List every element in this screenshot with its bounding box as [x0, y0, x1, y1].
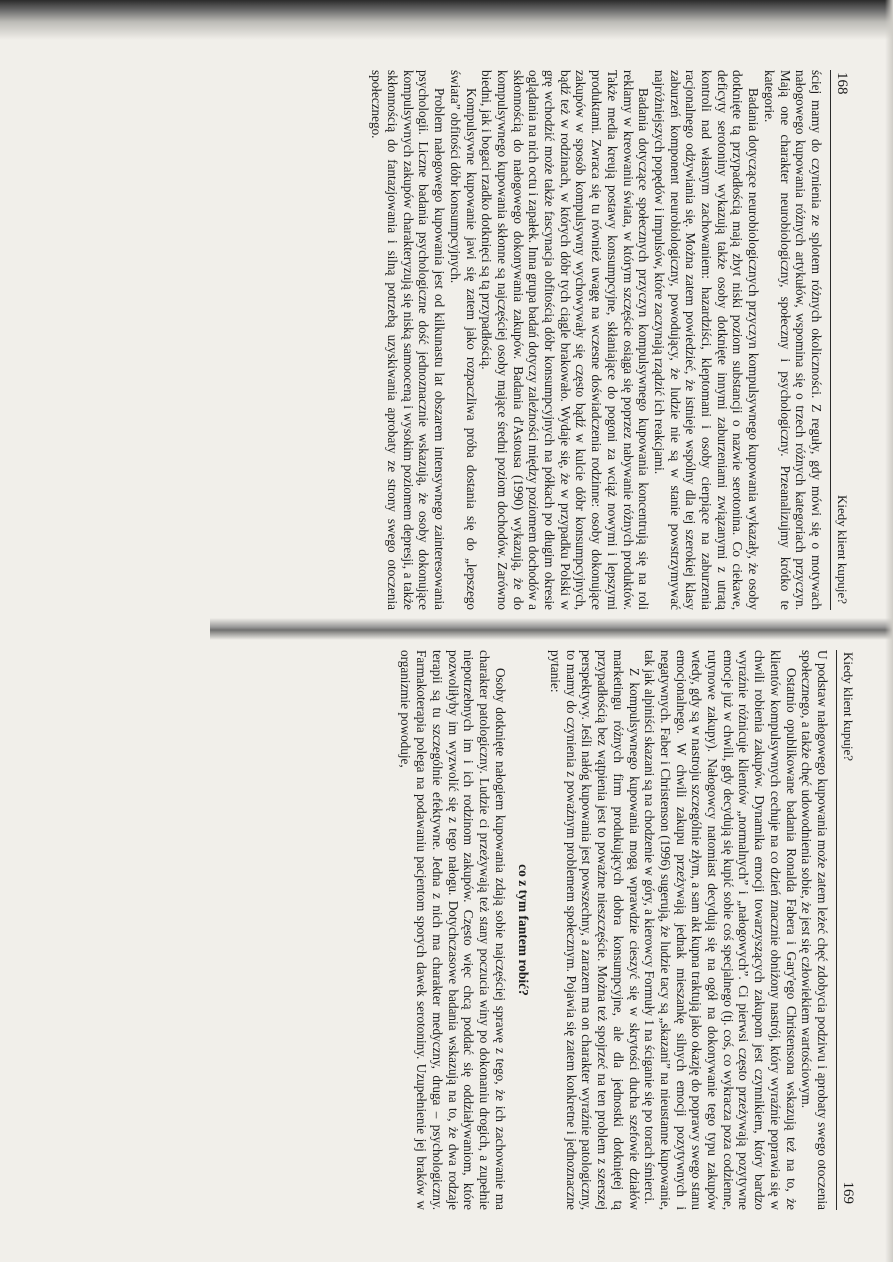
paragraph: Badania dotyczące neurobiologicznych przyczyn kompulsywnego kupowania wykazały, że osoby dotknięte tą przypadłością mają zbyt niski poziom substancji o nazwie serotonina. Co ciekawe, deficyty serotoniny wykazują także osoby dotknięte innymi zaburzeniami związanymi z utratą kontroli nad własnym zachowaniem: hazardziści, kleptomani i osoby cierpiące na zaburzenia racjonalnego odżywiania się. Można zatem powiedzieć, że istnieje wspólny dla tej szerokiej klasy zaburzeń komponent neurobiologiczny, powodujący, że ludzie nie są w stanie powstrzymywać najróżniejszych popędów i impulsów, które zaczynają rządzić ich reakcjami.	[651, 70, 762, 610]
right-page-header	[836, 650, 856, 1210]
scan-edge	[885, 0, 893, 1262]
left-page	[70, 70, 850, 610]
paragraph: Osoby dotknięte nałogiem kupowania zdają sobie najczęściej sprawę z tego, że ich zachowanie ma charakter patologiczny. Ludzie ci przeżywają też stany poczucia winy po dokonaniu drogich, a zupełnie niepotrzebnych im i ich rodzinom zakupów. Często więc chcą poddać się oddziaływaniom, które pozwoliłyby im wyzwolić się z tego nałogu. Dotychczasowe badania wskazują na to, że dwa rodzaje terapii są tu szczególnie efektywne. Jedna z nich ma charakter medyczny, druga – psychologiczny. Farmakoterapia polega na podawaniu pacjentom sporych dawek serotoniny. Uzupełnienie jej braków w organizmie powoduje,	[398, 650, 508, 1210]
running-head: Kiedy klient kupuje?	[841, 652, 856, 762]
paragraph: U podstaw nałogowego kupowania może zatem leżeć chęć zdobycia podziwu i aprobaty swego otoczenia społecznego, a także chęć udowodnienia sobie, że jest się człowiekiem wartościowym.	[799, 650, 830, 1210]
left-page-header	[830, 70, 850, 610]
paragraph: Problem nałogowego kupowania jest od kilkunastu lat obszarem intensywnego zainteresowania psychologii. Liczne badania psychologiczne dość jednoznacznie wskazują, że osoby dokonujące kompulsywnych zakupów charakteryzują się niską samooceną i wysokim poziomem depresji, a także skłonnością do fantazjowania i silną potrzebą uzyskiwania aprobaty ze strony swego otoczenia społecznego.	[369, 70, 448, 610]
paragraph: ściej mamy do czynienia ze splotem różnych okoliczności. Z reguły, gdy mówi się o motywach nałogowego kupowania różnych artykułów, wspomina się o trzech różnych kategoriach przyczyn. Mają one charakter neurobiologiczny, społeczny i psychologiczny. Przeanalizujmy krótko te kategorie.	[761, 70, 824, 610]
paragraph: Kompulsywne kupowanie jawi się zatem jako rozpaczliwa próba dostania się do „lepszego świata” obfitości dóbr konsumpcyjnych.	[447, 70, 479, 610]
right-page	[66, 650, 856, 1210]
left-page-body	[369, 70, 824, 610]
paragraph: Badania dotyczące społecznych przyczyn kompulsywnego kupowania koncentrują się na roli reklamy w kreowaniu świata, w którym szczęście osiąga się poprzez nabywanie różnych produktów. Także media kreują postawy konsumpcyjne, skłaniające do pogoni za wciąż nowymi i lepszymi produktami. Zwraca się tu również uwagę na wczesne doświadczenia rodzinne: osoby dokonujące zakupów w sposób kompulsywny wychowywały się często bądź w kulcie dóbr konsumpcyjnych, bądź też w rodzinach, w których dóbr tych ciągle brakowało. Wydaje się, że w przypadku Polski w grę wchodzić może także fascynacja obfitością dóbr konsumpcyjnych na półkach po długim okresie oglądania na nich octu i zapałek. Inna grupa badań dotyczy zależności między poziomem dochodów a skłonnością do nałogowego dokonywania zakupów. Badania d'Astousa (1990) wykazują, że do kompulsywnego kupowania skłonne są najczęściej osoby mające średni poziom dochodów. Zarówno biedni, jak i bogaci rzadko dotknięci są tą przypadłością.	[479, 70, 652, 610]
scan-shadow-top	[0, 0, 893, 40]
running-head: Kiedy klient kupuje?	[835, 494, 850, 604]
scan-fold-shadow	[210, 618, 893, 640]
paragraph: Z kompulsywnego kupowania mogą wprawdzie cieszyć się w skrytości ducha szefowie działów marketingu różnych firm produkujących dobra konsumpcyjne, ale dla jednostki dotkniętej tą przypadłością bez wątpienia jest to poważne nieszczęście. Można też spojrzeć na ten problem z szerszej perspektywy. Jeśli nałóg kupowania jest powszechny, a zarazem ma on charakter wyraźnie patologiczny, to mamy do czynienia z poważnym problemem społecznym. Pojawia się zatem konkretne i jednoznaczne pytanie:	[548, 650, 642, 1210]
paragraph: Ostatnio opublikowane badania Ronalda Fabera i Gary'ego Christensona wskazują też na to, że klientów kompulsywnych cechuje na co dzień znacznie obniżony nastrój, który wyraźnie poprawia się w chwili robienia zakupów. Dynamika emocji towarzyszących zakupom jest czynnikiem, który bardzo wyraźnie różnicuje klientów „normalnych” i „nałogowych”. Ci pierwsi często przeżywają pozytywne emocje już w chwili, gdy decydują się kupić sobie coś specjalnego (tj. coś, co wykracza poza codzienne, rutynowe zakupy). Nałogowcy natomiast decydują się na ogół na dokonywanie tego typu zakupów wtedy, gdy są w nastroju szczególnie złym, a sam akt kupna traktują jako okazję do poprawy swego stanu emocjonalnego. W chwili zakupu przeżywają jednak mieszankę silnych emocji pozytywnych i negatywnych. Faber i Christenson (1996) sugerują, że ludzie tacy są „skazani” na nieustanne kupowanie, tak jak alpiniści skazani są na chodzenie w góry, a kierowcy Formuły 1 na ściganie się po torach śmierci.	[642, 650, 799, 1210]
page-number-169: 169	[840, 1181, 856, 1204]
page-number-168: 168	[834, 72, 850, 95]
right-page-body	[398, 650, 830, 1210]
section-subheading: co z tym fantem robić?	[516, 864, 532, 996]
